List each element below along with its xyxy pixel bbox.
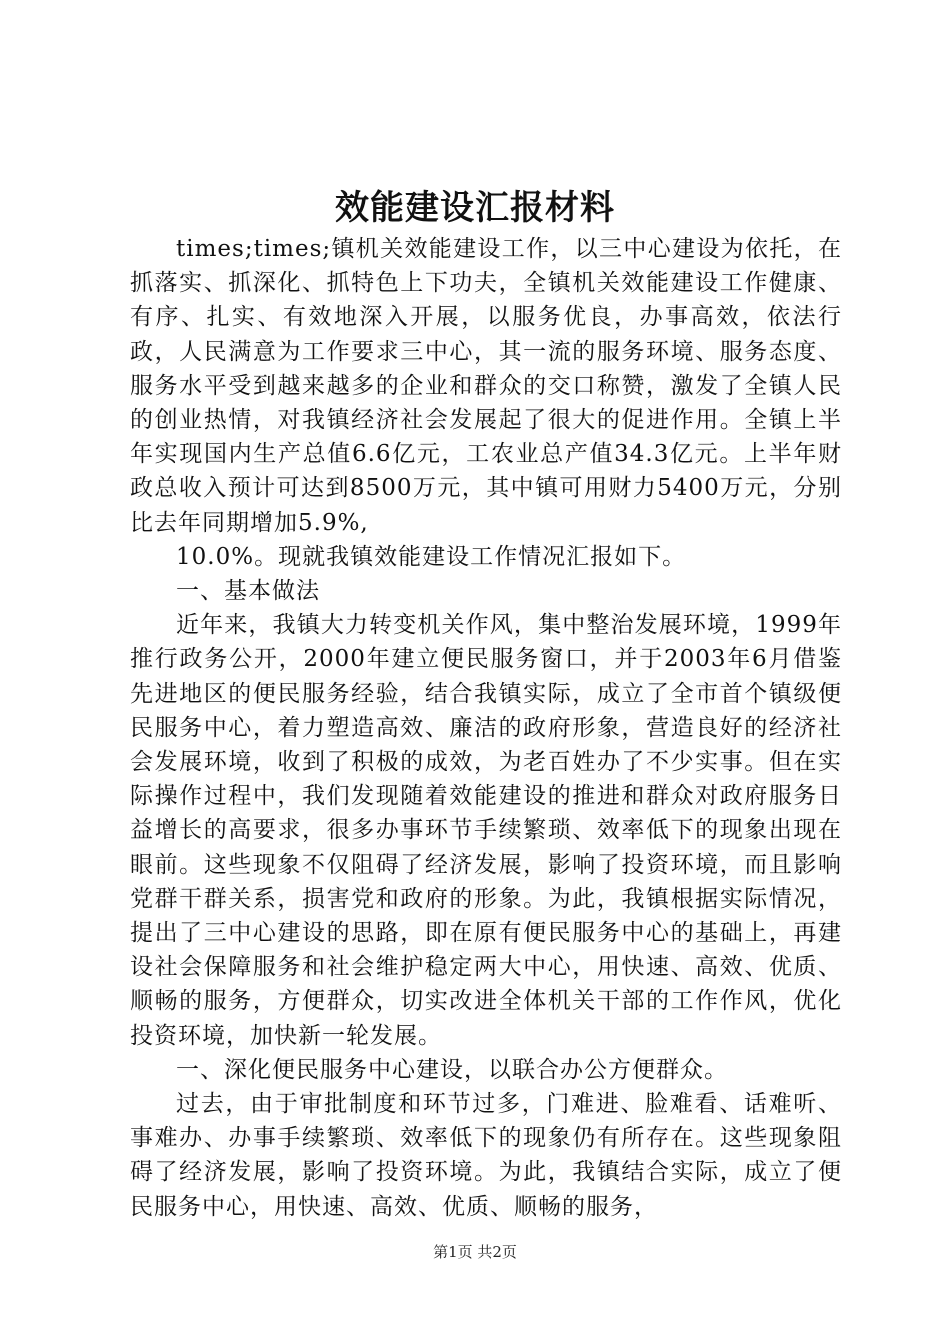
page-footer: 第1页 共2页 [433, 1243, 517, 1261]
paragraph-service-center: 过去，由于审批制度和环节过多，门难进、脸难看、话难听、事难办、办事手续繁琐、效率低下的现象仍有所存在。这些现象阻碍了经济发展，影响了投资环境。为此，我镇结合实际，成立了便民服务中心，用快速、高效、优质、顺畅的服务， [130, 1091, 842, 1220]
document-body [130, 232, 842, 1224]
section-heading-basic-approach: 一、基本做法 [176, 578, 320, 605]
paragraph-intro-continued: 10.0%。现就我镇效能建设工作情况汇报如下。 [176, 543, 687, 570]
paragraph-background: 近年来，我镇大力转变机关作风，集中整治发展环境，1999年推行政务公开，2000年建立便民服务窗口，并于2003年6月借鉴先进地区的便民服务经验，结合我镇实际，成立了全市首个镇级便民服务中心，着力塑造高效、廉洁的政府形象，营造良好的经济社会发展环境，收到了积极的成效，为老百姓办了不少实事。但在实际操作过程中，我们发现随着效能建设的推进和群众对政府服务日益增长的高要求，很多办事环节手续繁琐、效率低下的现象出现在眼前。这些现象不仅阻碍了经济发展，影响了投资环境，而且影响党群干群关系，损害党和政府的形象。为此，我镇根据实际情况，提出了三中心建设的思路，即在原有便民服务中心的基础上，再建设社会保障服务和社会维护稳定两大中心，用快速、高效、优质、顺畅的服务，方便群众，切实改进全体机关干部的工作作风，优化投资环境，加快新一轮发展。 [130, 612, 842, 1049]
section-heading-service-center: 一、深化便民服务中心建设，以联合办公方便群众。 [176, 1056, 728, 1083]
paragraph-intro: times;times;镇机关效能建设工作，以三中心建设为依托，在抓落实、抓深化、抓特色上下功夫，全镇机关效能建设工作健康、有序、扎实、有效地深入开展，以服务优良，办事高效，依法行政，人民满意为工作要求三中心，其一流的服务环境、服务态度、服务水平受到越来越多的企业和群众的交口称赞，激发了全镇人民的创业热情，对我镇经济社会发展起了很大的促进作用。全镇上半年实现国内生产总值6.6亿元，工农业总产值34.3亿元。上半年财政总收入预计可达到8500万元，其中镇可用财力5400万元，分别比去年同期增加5.9%, [130, 236, 842, 536]
document-title: 效能建设汇报材料 [335, 188, 615, 228]
